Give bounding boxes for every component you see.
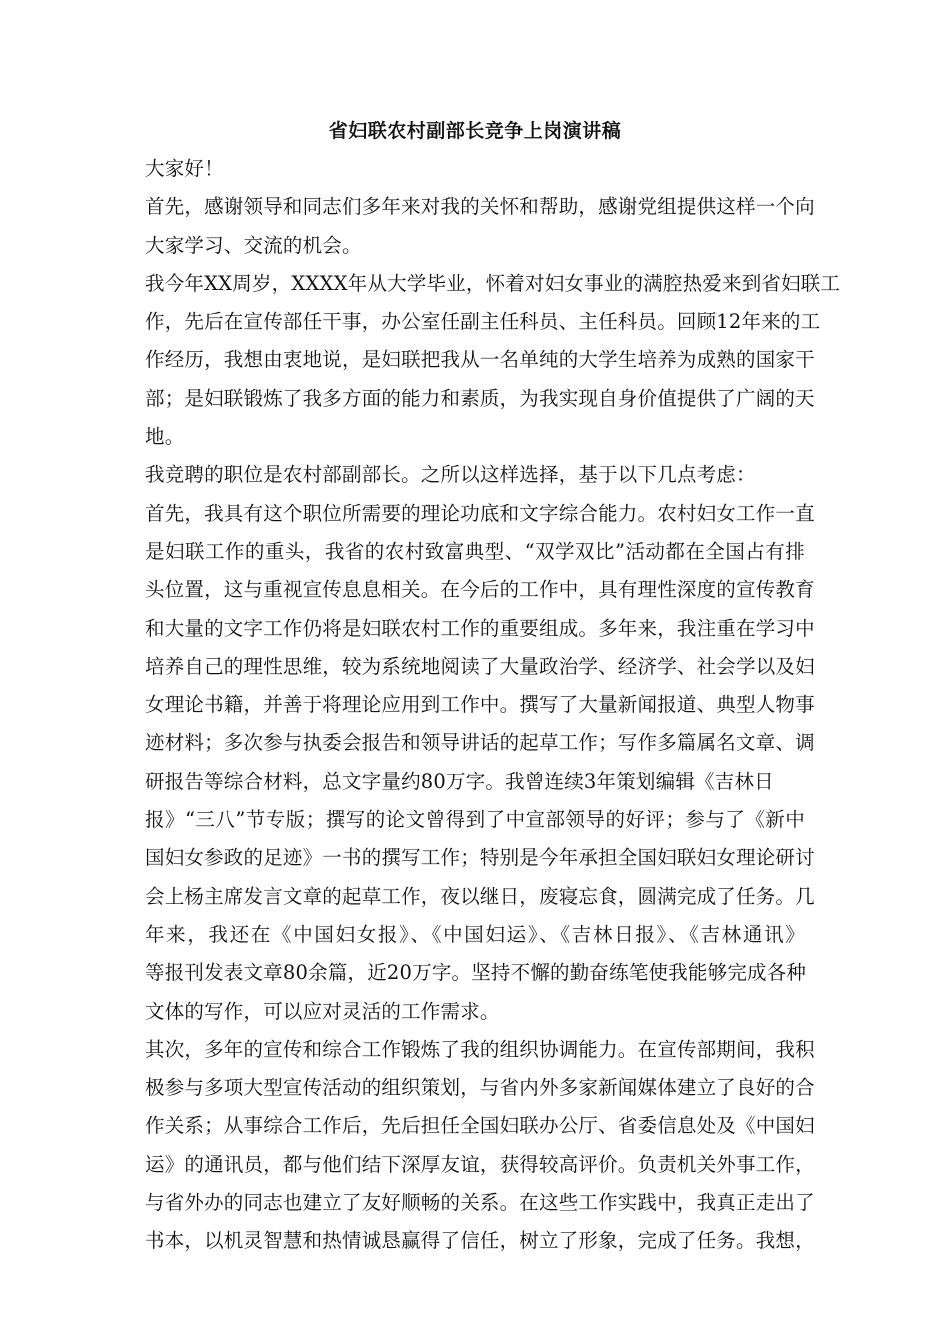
text-line: 与省外办的同志也建立了友好顺畅的关系。在这些工作实践中，我真正走出了 — [145, 1191, 815, 1215]
text-line: 文体的写作，可以应对灵活的工作需求。 — [145, 999, 500, 1023]
text-line: 大家学习、交流的机会。 — [145, 233, 362, 257]
text-line: 会上杨主席发言文章的起草工作，夜以继日，废寝忘食，圆满完成了任务。几 — [145, 884, 815, 908]
text-line: 首先，感谢领导和同志们多年来对我的关怀和帮助，感谢党组提供这样一个向 — [145, 195, 815, 219]
text-line: 大家好！ — [145, 157, 224, 180]
document-body — [145, 150, 841, 1261]
text-line: 女理论书籍，并善于将理论应用到工作中。撰写了大量新闻报道、典型人物事 — [145, 693, 815, 717]
text-line: 报》“三八”节专版；撰写的论文曾得到了中宣部领导的好评；参与了《新中 — [145, 808, 805, 832]
text-line: 迹材料；多次参与执委会报告和领导讲话的起草工作；写作多篇属名文章、调 — [145, 731, 815, 755]
text-line: 年来，我还在《中国妇女报》、《中国妇运》、《吉林日报》、《吉林通讯》 — [145, 922, 805, 946]
text-line: 首先，我具有这个职位所需要的理论功底和文字综合能力。农村妇女工作一直 — [145, 501, 815, 525]
text-line: 作，先后在宣传部任干事，办公室任副主任科员、主任科员。回顾12年来的工 — [145, 310, 821, 334]
text-line: 是妇联工作的重头，我省的农村致富典型、“双学双比”活动都在全国占有排 — [145, 539, 805, 563]
text-line: 部；是妇联锻炼了我多方面的能力和素质，为我实现自身价值提供了广阔的天 — [145, 386, 815, 410]
text-line: 作关系；从事综合工作后，先后担任全国妇联办公厅、省委信息处及《中国妇 — [145, 1114, 815, 1138]
text-line: 书本，以机灵智慧和热情诚恳赢得了信任，树立了形象，完成了任务。我想， — [145, 1229, 815, 1253]
text-line: 运》的通讯员，都与他们结下深厚友谊，获得较高评价。负责机关外事工作， — [145, 1152, 815, 1176]
text-line: 培养自己的理性思维，较为系统地阅读了大量政治学、经济学、社会学以及妇 — [145, 654, 815, 678]
text-line: 国妇女参政的足迹》一书的撰写工作；特别是今年承担全国妇联妇女理论研讨 — [145, 846, 815, 870]
text-line: 头位置，这与重视宣传息息相关。在今后的工作中，具有理性深度的宣传教育 — [145, 578, 815, 602]
text-line: 地。 — [145, 425, 185, 449]
text-line: 我竞聘的职位是农村部副部长。之所以这样选择，基于以下几点考虑： — [145, 463, 756, 487]
text-line: 极参与多项大型宣传活动的组织策划，与省内外多家新闻媒体建立了良好的合 — [145, 1076, 815, 1100]
text-line: 我今年XX周岁，XXXX年从大学毕业，怀着对妇女事业的满腔热爱来到省妇联工 — [145, 271, 841, 295]
text-line: 作经历，我想由衷地说，是妇联把我从一名单纯的大学生培养为成熟的国家干 — [145, 348, 815, 372]
text-line: 研报告等综合材料，总文字量约80万字。我曾连续3年策划编辑《吉林日 — [145, 769, 774, 793]
text-line: 和大量的文字工作仍将是妇联农村工作的重要组成。多年来，我注重在学习中 — [145, 616, 815, 640]
document-title: 省妇联农村副部长竞争上岗演讲稿 — [328, 120, 622, 142]
text-line: 等报刊发表文章80余篇，近20万字。坚持不懈的勤奋练笔使我能够完成各种 — [145, 961, 807, 985]
text-line: 其次，多年的宣传和综合工作锻炼了我的组织协调能力。在宣传部期间，我积 — [145, 1037, 815, 1061]
